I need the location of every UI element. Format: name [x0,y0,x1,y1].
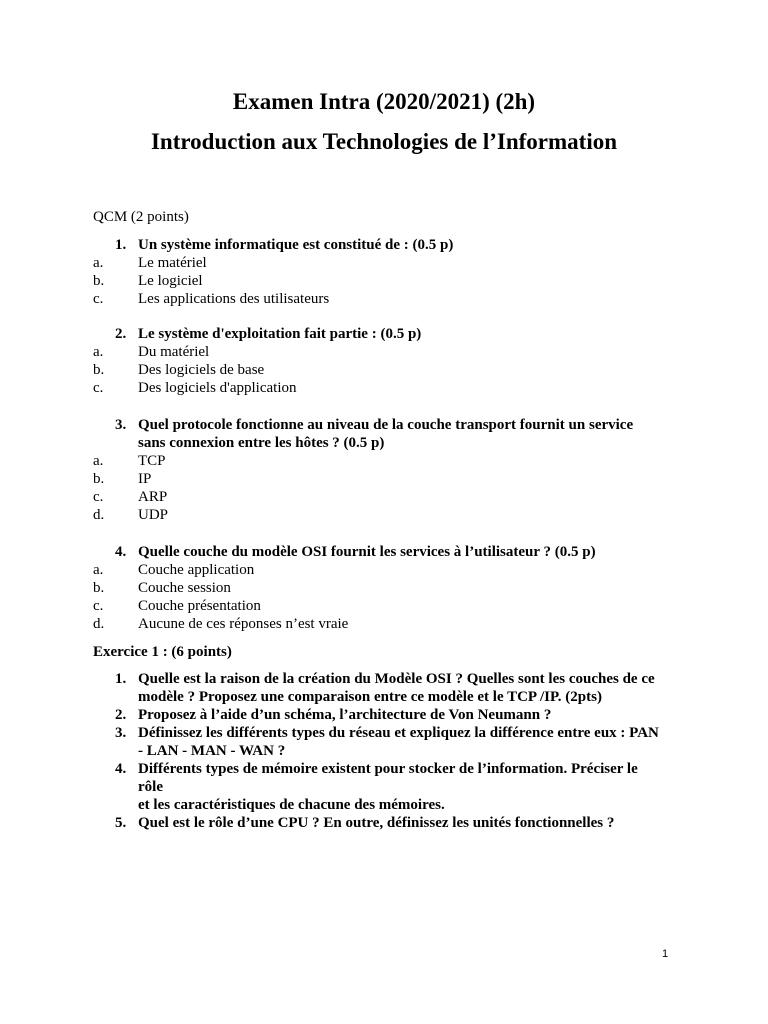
question-number: 3. [115,417,127,433]
question-title [93,325,693,343]
question-text: Le système d'exploitation fait partie : (0.5 p) [138,326,422,342]
option-text: Aucune de ces réponses n’est vraie [138,616,349,632]
option-text: Les applications des utilisateurs [138,291,330,307]
exercise-text: Définissez les différents types du réseau et expliquez la différence entre eux : PAN [138,725,659,741]
page-number: 1 [662,948,669,960]
exercise-line [93,796,663,814]
answer-option [93,506,693,524]
exercise-line [93,688,663,706]
answer-option [93,379,693,397]
option-letter: c. [93,598,104,614]
exercise-text: Quelle est la raison de la création du Modèle OSI ? Quelles sont les couches de ce [138,671,655,687]
answer-option [93,272,693,290]
exercise-text: et les caractéristiques de chacune des mémoires. [138,797,445,813]
option-text: Du matériel [138,344,210,360]
exercise-text: Proposez à l’aide d’un schéma, l’architecture de Von Neumann ? [138,707,552,723]
question-text: Quel protocole fonctionne au niveau de la couche transport fournit un service [138,417,634,433]
exercise-line [93,742,663,760]
option-text: ARP [138,489,168,505]
option-letter: a. [93,562,104,578]
question-text: sans connexion entre les hôtes ? (0.5 p) [138,435,385,451]
question-number: 4. [115,544,127,560]
exercise-number: 2. [115,707,127,723]
exercise-item-3 [93,724,663,760]
question-number: 2. [115,326,127,342]
option-text: IP [138,471,152,487]
qcm-heading: QCM (2 points) [93,209,189,225]
question-2 [93,325,693,397]
option-letter: b. [93,580,105,596]
question-1 [93,236,693,308]
answer-option [93,343,693,361]
exercise-number: 4. [115,761,127,777]
answer-option [93,470,693,488]
question-4 [93,543,693,633]
option-letter: a. [93,255,104,271]
question-text: Un système informatique est constitué de : (0.5 p) [138,237,454,253]
exercise-text: - LAN - MAN - WAN ? [138,743,286,759]
option-letter: d. [93,507,105,523]
answer-option [93,361,693,379]
exercise-heading: Exercice 1 : (6 points) [93,644,232,660]
question-number: 1. [115,237,127,253]
exercise-item-1 [93,670,663,706]
answer-option [93,488,693,506]
course-title: Introduction aux Technologies de l’Information [150,129,618,154]
exercise-item-4 [93,760,663,814]
exercise-list [93,670,663,832]
question-title [93,236,693,254]
answer-option [93,290,693,308]
answer-option [93,452,693,470]
option-letter: b. [93,362,105,378]
answer-option [93,597,693,615]
exercise-line [93,760,663,796]
exercise-number: 3. [115,725,127,741]
exercise-line [93,724,663,742]
option-text: Le logiciel [138,273,203,289]
exercise-line [93,706,663,724]
exercise-number: 1. [115,671,127,687]
option-text: TCP [138,453,166,469]
exercise-item-5 [93,814,663,832]
answer-option [93,615,693,633]
option-letter: a. [93,344,104,360]
option-letter: d. [93,616,105,632]
exercise-item-2 [93,706,663,724]
answer-option [93,561,693,579]
option-letter: c. [93,380,104,396]
option-text: Le matériel [138,255,207,271]
question-title-continued [93,434,693,452]
question-title [93,416,693,434]
option-letter: c. [93,489,104,505]
exercise-text: Quel est le rôle d’une CPU ? En outre, définissez les unités fonctionnelles ? [138,815,615,831]
question-text: Quelle couche du modèle OSI fournit les services à l’utilisateur ? (0.5 p) [138,544,596,560]
option-text: Couche présentation [138,598,261,614]
answer-option [93,254,693,272]
option-text: Des logiciels de base [138,362,265,378]
exercise-line [93,670,663,688]
option-letter: b. [93,273,105,289]
option-text: Couche application [138,562,255,578]
option-letter: c. [93,291,104,307]
exercise-line [93,814,663,832]
option-text: Des logiciels d'application [138,380,297,396]
option-text: UDP [138,507,169,523]
option-letter: a. [93,453,104,469]
exercise-text: modèle ? Proposez une comparaison entre ce modèle et le TCP /IP. (2pts) [138,689,602,705]
question-3 [93,416,693,524]
question-title [93,543,693,561]
answer-option [93,579,693,597]
exercise-number: 5. [115,815,127,831]
exercise-text: Différents types de mémoire existent pour stocker de l’information. Préciser le rôle [138,761,638,795]
option-text: Couche session [138,580,231,596]
exam-title: Examen Intra (2020/2021) (2h) [232,89,536,114]
option-letter: b. [93,471,105,487]
